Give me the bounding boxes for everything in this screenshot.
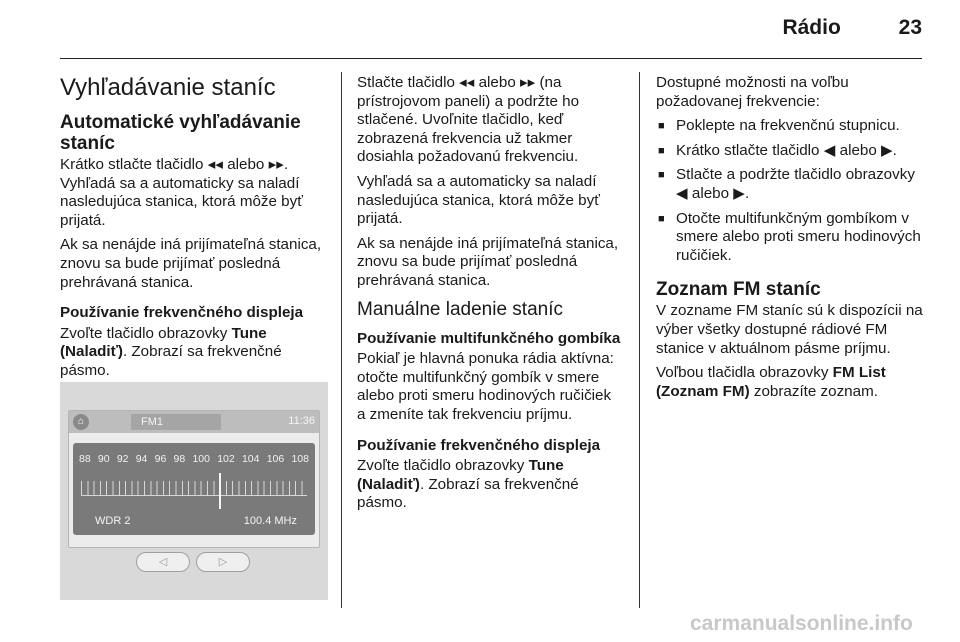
radio-top-bar <box>69 411 319 433</box>
home-icon[interactable]: ⌂ <box>73 414 89 430</box>
page-header <box>782 16 922 40</box>
list-item: ■ Otočte multifunkčným gombíkom v smere alebo proti smeru hodinových ručičiek. <box>656 210 924 266</box>
frequency-tick-label: 92 <box>116 453 129 465</box>
subheading-multifunction-knob: Používanie multifunkčného gombíka <box>357 329 621 347</box>
paragraph: Zvoľte tlačidlo obrazovky Tune (Naladiť). Zobrazí sa frekvenčné pásmo. <box>60 324 282 379</box>
watermark: carmanualsonline.info <box>690 612 913 635</box>
paragraph: Zvoľte tlačidlo obrazovky Tune (Naladiť). Zobrazí sa frekvenčné pásmo. <box>357 457 579 512</box>
frequency-tick-label: 94 <box>135 453 148 465</box>
frequency-tick-label: 98 <box>173 453 186 465</box>
paragraph: Ak sa nenájde iná prijímateľná stanica, znovu sa bude prijímať posledná prehrávaná stanica. <box>357 234 619 289</box>
tuning-needle <box>219 473 221 509</box>
seek-forward-button[interactable]: ▷ <box>196 552 250 572</box>
column-divider-2 <box>639 72 640 608</box>
paragraph: Stlačte tlačidlo ◂◂ alebo ▸▸ (na prístrojovom paneli) a podržte ho stlačené. Uvoľnite tlačidlo, keď zobrazená frekvencia už takmer dosiahla požadovanú frekvenciu. <box>357 74 580 166</box>
paragraph: Pokiaľ je hlavná ponuka rádia aktívna: otočte multifunkčný gombík v smere alebo proti smeru hodinových ručičiek a zmeníte tak frekvenciu príjmu. <box>357 350 614 423</box>
fm-list-button-label: FM List (Zoznam FM) <box>656 364 886 400</box>
frequency-tick-label: 90 <box>97 453 110 465</box>
column-3 <box>656 74 924 407</box>
frequency-tick-label: 106 <box>266 453 285 465</box>
option-list <box>656 117 924 265</box>
section-title: Rádio <box>782 16 841 39</box>
frequency-tick-label: 108 <box>291 453 309 465</box>
frequency-tick-label: 104 <box>241 453 260 465</box>
frequency-ticks <box>79 453 309 465</box>
paragraph: Voľbou tlačidla obrazovky FM List (Zoznam FM) zobrazíte zoznam. <box>656 364 886 400</box>
subheading-frequency-display: Používanie frekvenčného displeja <box>60 304 304 322</box>
subheading-manual-tuning: Manuálne ladenie staníc <box>357 298 563 320</box>
frequency-tick-label: 102 <box>217 453 235 465</box>
subheading-frequency-display: Používanie frekvenčného displeja <box>357 436 601 454</box>
frequency-tick-label: 88 <box>79 453 91 465</box>
paragraph: V zozname FM staníc sú k dispozícii na výber všetky dostupné rádiové FM stanice v aktuálnom pásme príjmu. <box>656 302 923 357</box>
radio-display <box>68 410 320 548</box>
station-name: WDR 2 <box>95 515 131 527</box>
column-1 <box>60 74 328 387</box>
paragraph: Dostupné možnosti na voľbu požadovanej frekvencie: <box>656 74 849 110</box>
frequency-scale[interactable] <box>81 481 307 496</box>
frequency-tick-label: 96 <box>154 453 167 465</box>
tune-button-label: Tune (Naladiť) <box>60 324 267 361</box>
header-rule <box>60 58 922 59</box>
page-number: 23 <box>898 16 922 39</box>
subheading-auto-search: Automatické vyhľadávanie staníc <box>60 112 301 154</box>
band-label: FM1 <box>131 414 221 430</box>
paragraph: Ak sa nenájde iná prijímateľná stanica, znovu sa bude prijímať posledná prehrávaná stanica. <box>60 236 322 291</box>
column-divider-1 <box>341 72 342 608</box>
list-item: ■ Stlačte a podržte tlačidlo obrazovky ◀ alebo ▶. <box>656 166 924 203</box>
paragraph: Krátko stlačte tlačidlo ◂◂ alebo ▸▸. Vyhľadá sa a automaticky sa naladí nasledujúca stanica, ktorá môže byť prijatá. <box>60 156 303 229</box>
section-heading: Vyhľadávanie staníc <box>60 74 276 101</box>
tune-button-label: Tune (Naladiť) <box>357 457 564 493</box>
radio-screen-illustration <box>60 382 328 600</box>
paragraph: Vyhľadá sa a automaticky sa naladí nasledujúca stanica, ktorá môže byť prijatá. <box>357 172 600 228</box>
subheading-fm-station-list: Zoznam FM staníc <box>656 279 821 301</box>
list-item: ■ Krátko stlačte tlačidlo ◀ alebo ▶. <box>656 142 924 161</box>
clock: 11:36 <box>288 415 315 427</box>
list-item: ■ Poklepte na frekvenčnú stupnicu. <box>656 117 924 136</box>
frequency-band[interactable] <box>73 443 315 535</box>
seek-buttons <box>136 552 250 572</box>
frequency-tick-label: 100 <box>192 453 210 465</box>
seek-back-button[interactable]: ◁ <box>136 552 190 572</box>
current-frequency: 100.4 MHz <box>243 515 297 527</box>
column-2 <box>357 74 623 519</box>
